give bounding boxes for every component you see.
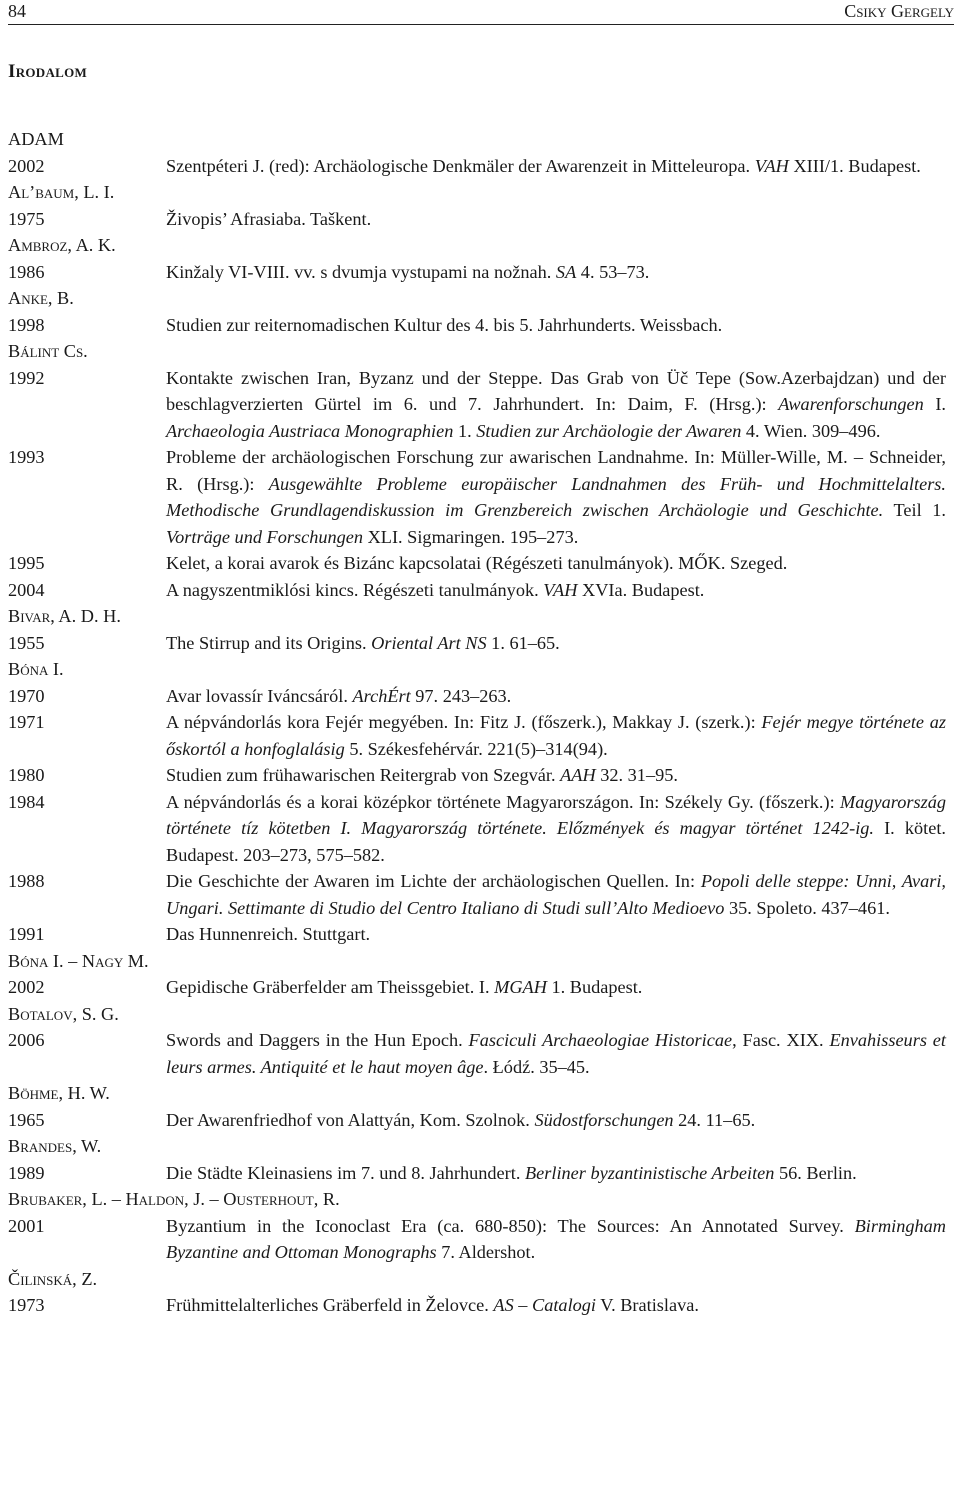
entry-year: 2004 (8, 579, 45, 600)
bibliography-entry (8, 1027, 946, 1080)
text-segment: Der Awarenfriedhof von Alattyán, Kom. Szolnok. (166, 1109, 535, 1130)
entry-text (166, 683, 946, 710)
text-segment: Byzantium in the Iconoclast Era (ca. 680-850): The Sources: An Annotated Survey. (166, 1215, 855, 1236)
italic-title: Berliner byzantinistische Arbeiten (524, 1162, 775, 1183)
text-segment: V. Bratislava. (596, 1295, 699, 1315)
entry-year: 1998 (8, 314, 45, 335)
entry-year: 2006 (8, 1030, 45, 1050)
bibliography-entry (8, 153, 946, 180)
text-segment: Frühmittelalterliches Gräberfeld in Želovce. (166, 1295, 494, 1315)
italic-title: MGAH (494, 977, 547, 997)
bibliography-entry (8, 577, 946, 604)
italic-title: Vorträge und Forschungen (166, 526, 364, 547)
italic-title: Oriental Art NS (371, 632, 487, 653)
text-segment: 1. 61–65. (486, 632, 560, 653)
bibliography (8, 126, 946, 1319)
bibliography-entry (8, 206, 946, 233)
entry-year: 1955 (8, 632, 45, 653)
bibliography-group (8, 1080, 946, 1133)
entry-text (166, 1107, 946, 1134)
italic-title: Popoli delle steppe: Unni, Avari, Ungari. Settimante di Studio del Centro Italiano di Studi sull’Alto Medioevo (166, 871, 947, 918)
entry-text (166, 206, 946, 233)
text-segment: 7. Aldershot. (436, 1242, 536, 1262)
entry-year: 1991 (8, 924, 45, 944)
text-segment: 1. Budapest. (546, 977, 643, 997)
text-segment: 5. Székesfehérvár. 221(5)–314(94). (344, 738, 608, 759)
entry-year: 1992 (8, 367, 45, 388)
text-segment: A népvándorlás és a korai középkor története Magyarországon. In: Székely Gy. (főszerk.): (166, 791, 841, 812)
entry-year: 1989 (8, 1162, 45, 1183)
entry-text (166, 1027, 946, 1080)
text-segment: Teil 1. (883, 500, 947, 520)
entry-text (166, 789, 946, 869)
italic-title: VAH (754, 155, 789, 176)
entry-year: 1965 (8, 1109, 45, 1130)
text-segment: 24. 11–65. (673, 1109, 756, 1130)
entry-text (166, 312, 946, 339)
bibliography-entry (8, 444, 946, 550)
italic-title: Awarenforschungen (778, 394, 924, 414)
author-name: Brandes, W. (8, 1136, 102, 1156)
entry-text (166, 868, 946, 921)
bibliography-group (8, 285, 946, 338)
bibliography-entry (8, 683, 946, 710)
entry-year: 1970 (8, 685, 45, 706)
entry-year: 1986 (8, 261, 45, 282)
bibliography-entry (8, 1160, 946, 1187)
author-name: Čilinská, Z. (8, 1268, 98, 1289)
text-segment: 56. Berlin. (774, 1162, 857, 1183)
bibliography-group (8, 232, 946, 285)
entry-text (166, 1213, 946, 1266)
text-segment: A népvándorlás kora Fejér megyében. In: Fitz J. (főszerk.), Makkay J. (szerk.): (166, 712, 762, 732)
author-name: Bálint Cs. (8, 341, 88, 361)
entry-year: 2002 (8, 155, 45, 176)
italic-title: AS – Catalogi (493, 1295, 597, 1315)
text-segment: The Stirrup and its Origins. (166, 632, 372, 653)
author-name: ADAM (8, 129, 64, 149)
author-name: Brubaker, L. – Haldon, J. – Ousterhout, R. (8, 1189, 340, 1209)
bibliography-group (8, 656, 946, 948)
entry-text (166, 577, 946, 604)
text-segment: Živopis’ Afrasiaba. Taškent. (166, 208, 372, 229)
entry-text (166, 550, 946, 577)
entry-text (166, 259, 946, 286)
text-segment: Swords and Daggers in the Hun Epoch. (166, 1030, 469, 1050)
text-segment: I. kötet. Budapest. 203–273, 575–582. (166, 818, 946, 865)
author-name: Böhme, H. W. (8, 1083, 110, 1103)
entry-year: 1984 (8, 791, 45, 812)
bibliography-group (8, 603, 946, 656)
text-segment: 97. 243–263. (410, 685, 512, 706)
entry-text (166, 921, 946, 948)
author-name: Botalov, S. G. (8, 1003, 119, 1024)
author-name: Bóna I. (8, 659, 64, 679)
italic-title: ArchÉrt (352, 685, 411, 706)
bibliography-entry (8, 1292, 946, 1319)
italic-title: Studien zur Archäologie der Awaren (476, 420, 742, 441)
bibliography-group (8, 179, 946, 232)
text-segment: , Fasc. XIX. (732, 1030, 830, 1050)
bibliography-entry (8, 709, 946, 762)
text-segment: I. (923, 394, 946, 414)
text-segment: Avar lovassír Iváncsáról. (166, 685, 353, 706)
entry-year: 1980 (8, 765, 45, 785)
text-segment: Die Städte Kleinasiens im 7. und 8. Jahrhundert. (166, 1162, 525, 1183)
author-name: Al’baum, L. I. (8, 182, 115, 202)
text-segment: Kinžaly VI-VIII. vv. s dvumja vystupami na nožnah. (166, 261, 556, 282)
italic-title: AAH (560, 765, 596, 785)
author-name: Ambroz, A. K. (8, 235, 116, 255)
entry-text (166, 444, 946, 550)
bibliography-entry (8, 1107, 946, 1134)
bibliography-group (8, 126, 946, 179)
bibliography-group (8, 1186, 946, 1266)
entry-year: 1971 (8, 712, 45, 732)
author-name: Anke, B. (8, 288, 74, 308)
text-segment: 35. Spoleto. 437–461. (724, 897, 890, 918)
entry-text (166, 762, 946, 789)
text-segment: Das Hunnenreich. Stuttgart. (166, 924, 371, 944)
text-segment: 32. 31–95. (595, 765, 678, 785)
text-segment: 1. (453, 420, 477, 441)
entry-text (166, 709, 946, 762)
entry-year: 2002 (8, 977, 45, 997)
entry-text (166, 630, 946, 657)
entry-year: 1995 (8, 553, 45, 573)
bibliography-entry (8, 868, 946, 921)
entry-year: 1988 (8, 871, 45, 891)
bibliography-entry (8, 312, 946, 339)
bibliography-group (8, 338, 946, 603)
text-segment: Die Geschichte der Awaren im Lichte der archäologischen Quellen. In: (166, 871, 701, 891)
bibliography-group (8, 1133, 946, 1186)
italic-title: Südostforschungen (534, 1109, 674, 1130)
bibliography-entry (8, 1213, 946, 1266)
text-segment: XIII/1. Budapest. (788, 155, 921, 176)
italic-title: Birmingham Byzantine and Ottoman Monographs (166, 1215, 946, 1262)
bibliography-entry (8, 762, 946, 789)
text-segment: XLI. Sigmaringen. 195–273. (363, 526, 579, 547)
page-number: 84 (8, 1, 26, 21)
bibliography-group (8, 1001, 946, 1081)
entry-text (166, 1160, 946, 1187)
running-head: Csiky Gergely (844, 1, 954, 21)
bibliography-entry (8, 974, 946, 1001)
text-segment: 4. 53–73. (576, 261, 650, 282)
bibliography-entry (8, 789, 946, 869)
italic-title: Fasciculi Archaeologiae Historicae (468, 1030, 733, 1050)
author-name: Bóna I. – Nagy M. (8, 950, 149, 971)
italic-title: VAH (543, 579, 578, 600)
text-segment: Studien zur reiternomadischen Kultur des 4. bis 5. Jahrhunderts. Weissbach. (166, 314, 723, 335)
text-segment: Probleme der archäologischen Forschung zur awarischen Landnahme. In: Müller-Wille, M. – Schneider, R. (Hrsg.): (166, 447, 946, 494)
text-segment: Gepidische Gräberfelder am Theissgebiet. I. (166, 977, 495, 997)
italic-title: SA (555, 261, 577, 282)
text-segment: Studien zum frühawarischen Reitergrab von Szegvár. (166, 765, 561, 785)
entry-year: 2001 (8, 1215, 45, 1236)
text-segment: A nagyszentmiklósi kincs. Régészeti tanulmányok. (166, 579, 544, 600)
bibliography-group (8, 1266, 946, 1319)
bibliography-entry (8, 259, 946, 286)
text-segment: . Łódź. 35–45. (483, 1056, 590, 1077)
text-segment: Szentpéteri J. (red): Archäologische Denkmäler der Awarenzeit in Mitteleuropa. (166, 155, 755, 176)
author-name: Bivar, A. D. H. (8, 606, 121, 626)
entry-year: 1993 (8, 447, 45, 467)
entry-text (166, 365, 946, 445)
text-segment: Kontakte zwischen Iran, Byzanz und der Steppe. Das Grab von Üč Tepe (Sow.Azerbajdzan) und der beschlagverzierten Gürtel im 6. und 7. Jahrhundert. In: Daim, F. (Hrsg.): (166, 367, 946, 414)
text-segment: XVIa. Budapest. (577, 579, 705, 600)
entry-text (166, 974, 946, 1001)
text-segment: 4. Wien. 309–496. (741, 420, 881, 441)
italic-title: Methodische Grundlagendiskussion im Grenzbereich zwischen Archäologie und Geschichte. (166, 500, 884, 520)
bibliography-entry (8, 550, 946, 577)
entry-year: 1973 (8, 1295, 45, 1315)
bibliography-entry (8, 365, 946, 445)
bibliography-group (8, 948, 946, 1001)
bibliography-entry (8, 630, 946, 657)
italic-title: Ausgewählte Probleme europäischer Landnahmen des Früh- und Hochmittelalters. (268, 473, 946, 494)
italic-title: Magyarország története tíz kötetben I. Magyarország története. Előzmények és magyar történet 1242-ig. (166, 791, 946, 838)
bibliography-entry (8, 921, 946, 948)
entry-year: 1975 (8, 208, 45, 229)
text-segment: Kelet, a korai avarok és Bizánc kapcsolatai (Régészeti tanulmányok). MŐK. Szeged. (166, 553, 788, 573)
italic-title: Envahisseurs et leurs armes. Antiquité et le haut moyen âge (166, 1030, 946, 1077)
section-title: Irodalom (8, 61, 88, 82)
entry-text (166, 1292, 946, 1319)
italic-title: Fejér megye története az őskortól a honfoglalásig (166, 712, 947, 759)
entry-text (166, 153, 946, 180)
page-header (8, 0, 954, 25)
italic-title: Archaeologia Austriaca Monographien (166, 420, 454, 441)
